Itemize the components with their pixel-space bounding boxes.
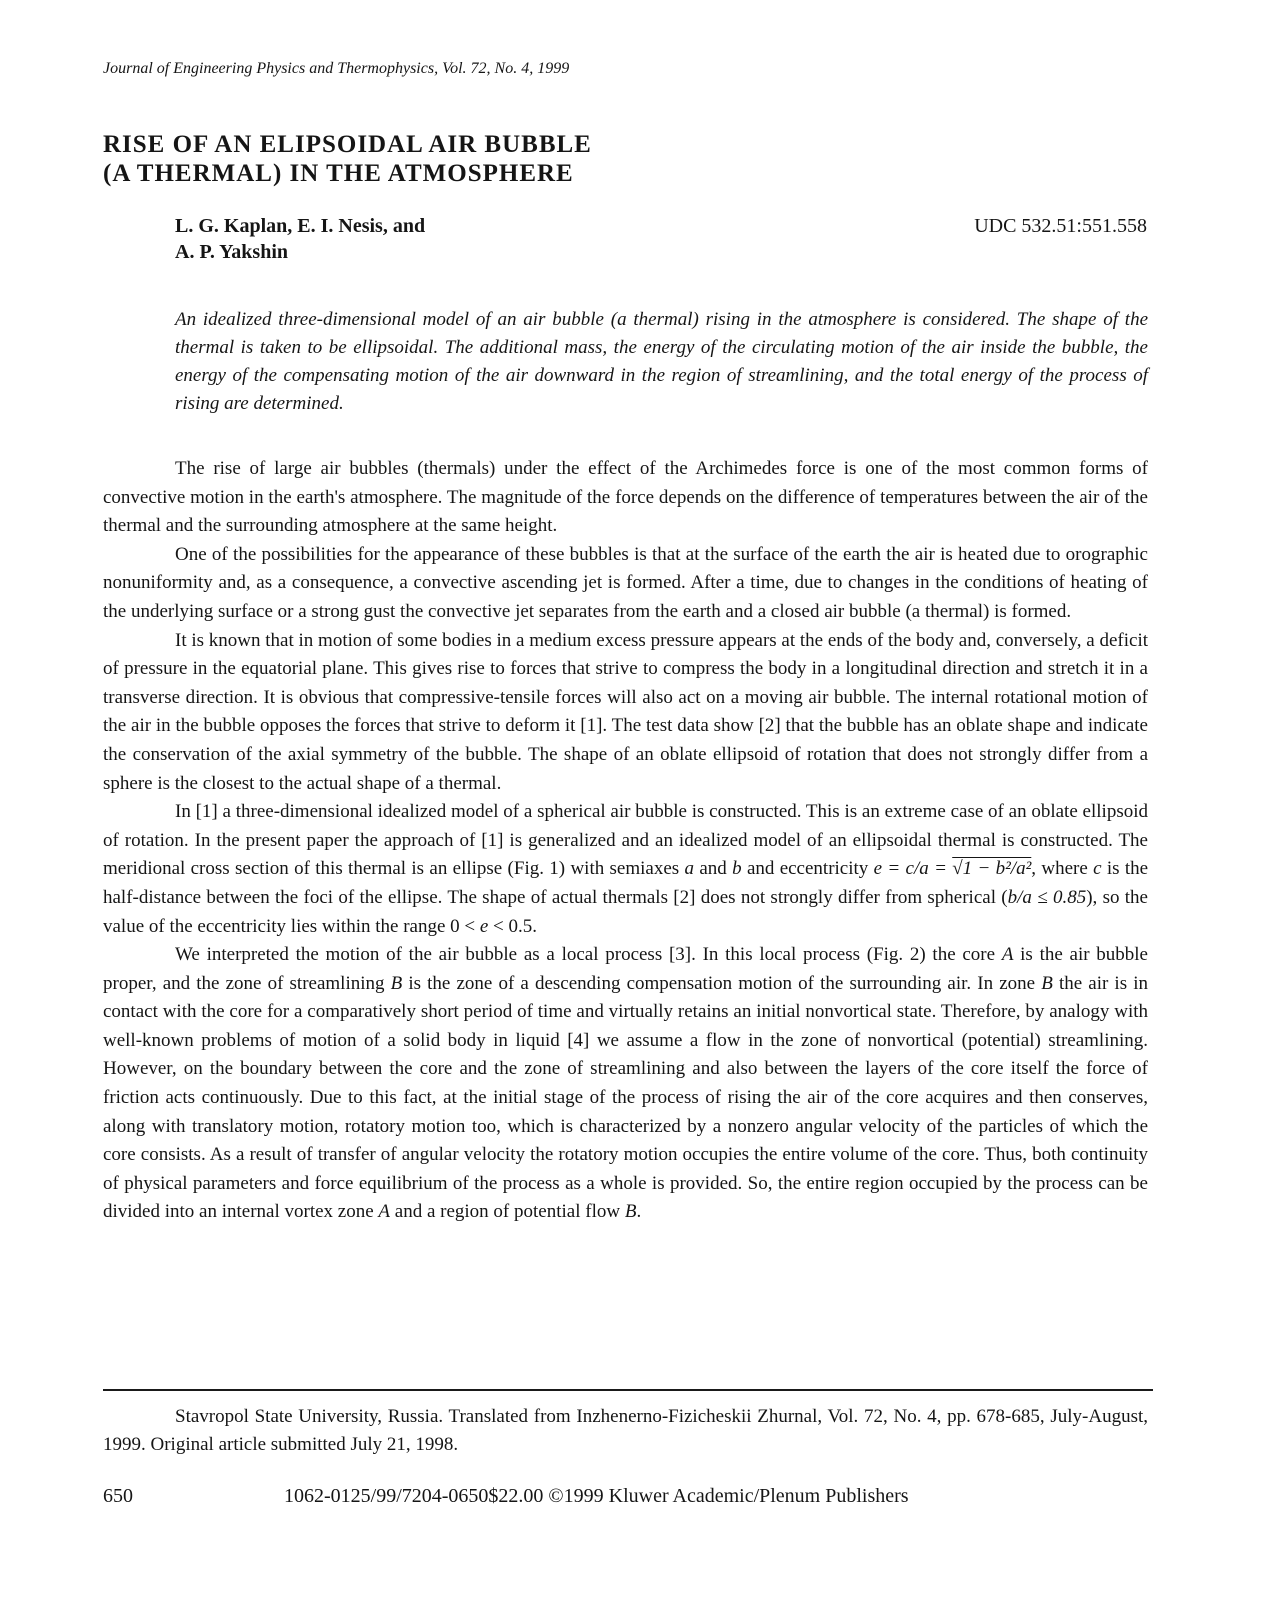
symbol-B: B (390, 972, 403, 994)
authors-line-1: L. G. Kaplan, E. I. Nesis, and (175, 215, 426, 237)
symbol-a: a (684, 858, 695, 880)
p5-text-c: is the zone of a descending compensation motion of the surrounding air. In zone (408, 972, 1036, 994)
paragraph-3: It is known that in motion of some bodies in a medium excess pressure appears at the ends of the body and, conversely, a deficit of pressure in the equatorial plane. This gives rise to forces that strive to compress the body in a longitudinal direction and stretch it in a transverse direction. It is obvious that compressive-tensile forces will also act on a moving air bubble. The internal rotational motion of the air in the bubble opposes the forces that strive to deform it [1]. The test data show [2] that the bubble has an oblate shape and indicate the conservation of the axial symmetry of the bubble. The shape of an oblate ellipsoid of rotation that does not strongly differ from a sphere is the closest to the actual shape of a thermal. (103, 629, 1148, 794)
authors-line-2: A. P. Yakshin (175, 241, 289, 263)
udc-code: UDC 532.51:551.558 (974, 215, 1147, 237)
p5-text-a: We interpreted the motion of the air bubble as a local process [3]. In this local process (Fig. 2) the core (175, 944, 996, 966)
body-text (103, 455, 1148, 1227)
symbol-b: b (732, 858, 742, 880)
article-title (103, 130, 803, 188)
p4-and: and (699, 858, 727, 880)
footnote-divider (103, 1389, 1153, 1391)
symbol-c: c (1093, 858, 1102, 880)
symbol-B-2: B (1041, 972, 1053, 994)
abstract: An idealized three-dimensional model of an air bubble (a thermal) rising in the atmosphere is considered. The shape of the thermal is taken to be ellipsoidal. The additional mass, the energy of the circulating motion of the air inside the bubble, the energy of the compensating motion of the air downward in the region of streamlining, and the total energy of the process of rising are determined. (175, 309, 1148, 414)
copyright-line: 1062-0125/99/7204-0650$22.00 ©1999 Kluwer Academic/Plenum Publishers (284, 1485, 909, 1507)
paragraph-5 (103, 941, 1148, 1227)
p5-text-b: is the air bubble proper, and the zone of streamlining (103, 944, 1148, 994)
ratio-formula: b/a ≤ 0.85 (1007, 886, 1087, 908)
paragraph-4 (103, 798, 1148, 941)
journal-header: Journal of Engineering Physics and Thermophysics, Vol. 72, No. 4, 1999 (103, 60, 570, 77)
eccentricity-formula-sqrt: √1 − b²/a² (952, 858, 1032, 880)
p4-text-b: is the half-distance between the foci of the ellipse. The shape of actual thermals [2] does not strongly differ from spherical ( (103, 858, 1149, 908)
p5-text-d: the air is in contact with the core for a comparatively short period of time and virtually retains an initial nonvortical state. Therefore, by analogy with well-known problems of motion of a solid body in liquid [4] we assume a flow in the zone of nonvortical (potential) streamlining. However, on the boundary between the core and the zone of streamlining and also between the layers of the core itself the force of friction acts continuously. Due to this fact, at the initial stage of the process of rising the air of the core acquires and then conserves, along with translatory motion, rotatory motion too, which is characterized by a nonzero angular velocity of the particles of which the core consists. As a result of transfer of angular velocity the rotatory motion occupies the entire volume of the core. Thus, both continuity of physical parameters and force equilibrium of the process as a whole is provided. So, the entire region occupied by the process can be divided into an internal vortex zone (103, 972, 1149, 1223)
eccentricity-formula-lhs: e = c/a = (873, 858, 947, 880)
p4-text-c: ), so the value of the eccentricity lies within the range 0 < (103, 886, 1148, 937)
p5-text-f: . (636, 1201, 642, 1223)
symbol-B-3: B (624, 1201, 637, 1223)
p5-text-e: and a region of potential flow (394, 1201, 621, 1223)
paragraph-2: One of the possibilities for the appearance of these bubbles is that at the surface of the earth the air is heated due to orographic nonuniformity and, as a consequence, a convective ascending jet is formed. After a time, due to changes in the conditions of heating of the underlying surface or a strong gust the convective jet separates from the earth and a closed air bubble (a thermal) is formed. (103, 543, 1148, 622)
symbol-A-2: A (378, 1201, 391, 1223)
page-number: 650 (103, 1485, 133, 1507)
authors (175, 213, 425, 265)
symbol-e: e (479, 915, 489, 937)
title-line-2: (A THERMAL) IN THE ATMOSPHERE (103, 160, 574, 187)
paragraph-1: The rise of large air bubbles (thermals) under the effect of the Archimedes force is one of the most common forms of convective motion in the earth's atmosphere. The magnitude of the force depends on the difference of temperatures between the air of the thermal and the surrounding atmosphere at the same height. (103, 458, 1148, 537)
symbol-A: A (1001, 944, 1014, 966)
p4-text-a: In [1] a three-dimensional idealized model of a spherical air bubble is constructed. This is an extreme case of an oblate ellipsoid of rotation. In the present paper the approach of [1] is generalized and an idealized model of an ellipsoidal thermal is constructed. The meridional cross section of this thermal is an ellipse (Fig. 1) with semiaxes (103, 801, 1148, 880)
p4-eccentricity: and eccentricity (746, 858, 869, 880)
footnote: Stavropol State University, Russia. Translated from Inzhenerno-Fizicheskii Zhurnal, Vol. 72, No. 4, pp. 678-685, July-August, 1999. Original article submitted July 21, 1998. (103, 1406, 1148, 1455)
p4-where: , where (1031, 858, 1088, 880)
title-line-1: RISE OF AN ELIPSOIDAL AIR BUBBLE (103, 131, 592, 158)
p4-text-d: < 0.5. (493, 915, 538, 937)
